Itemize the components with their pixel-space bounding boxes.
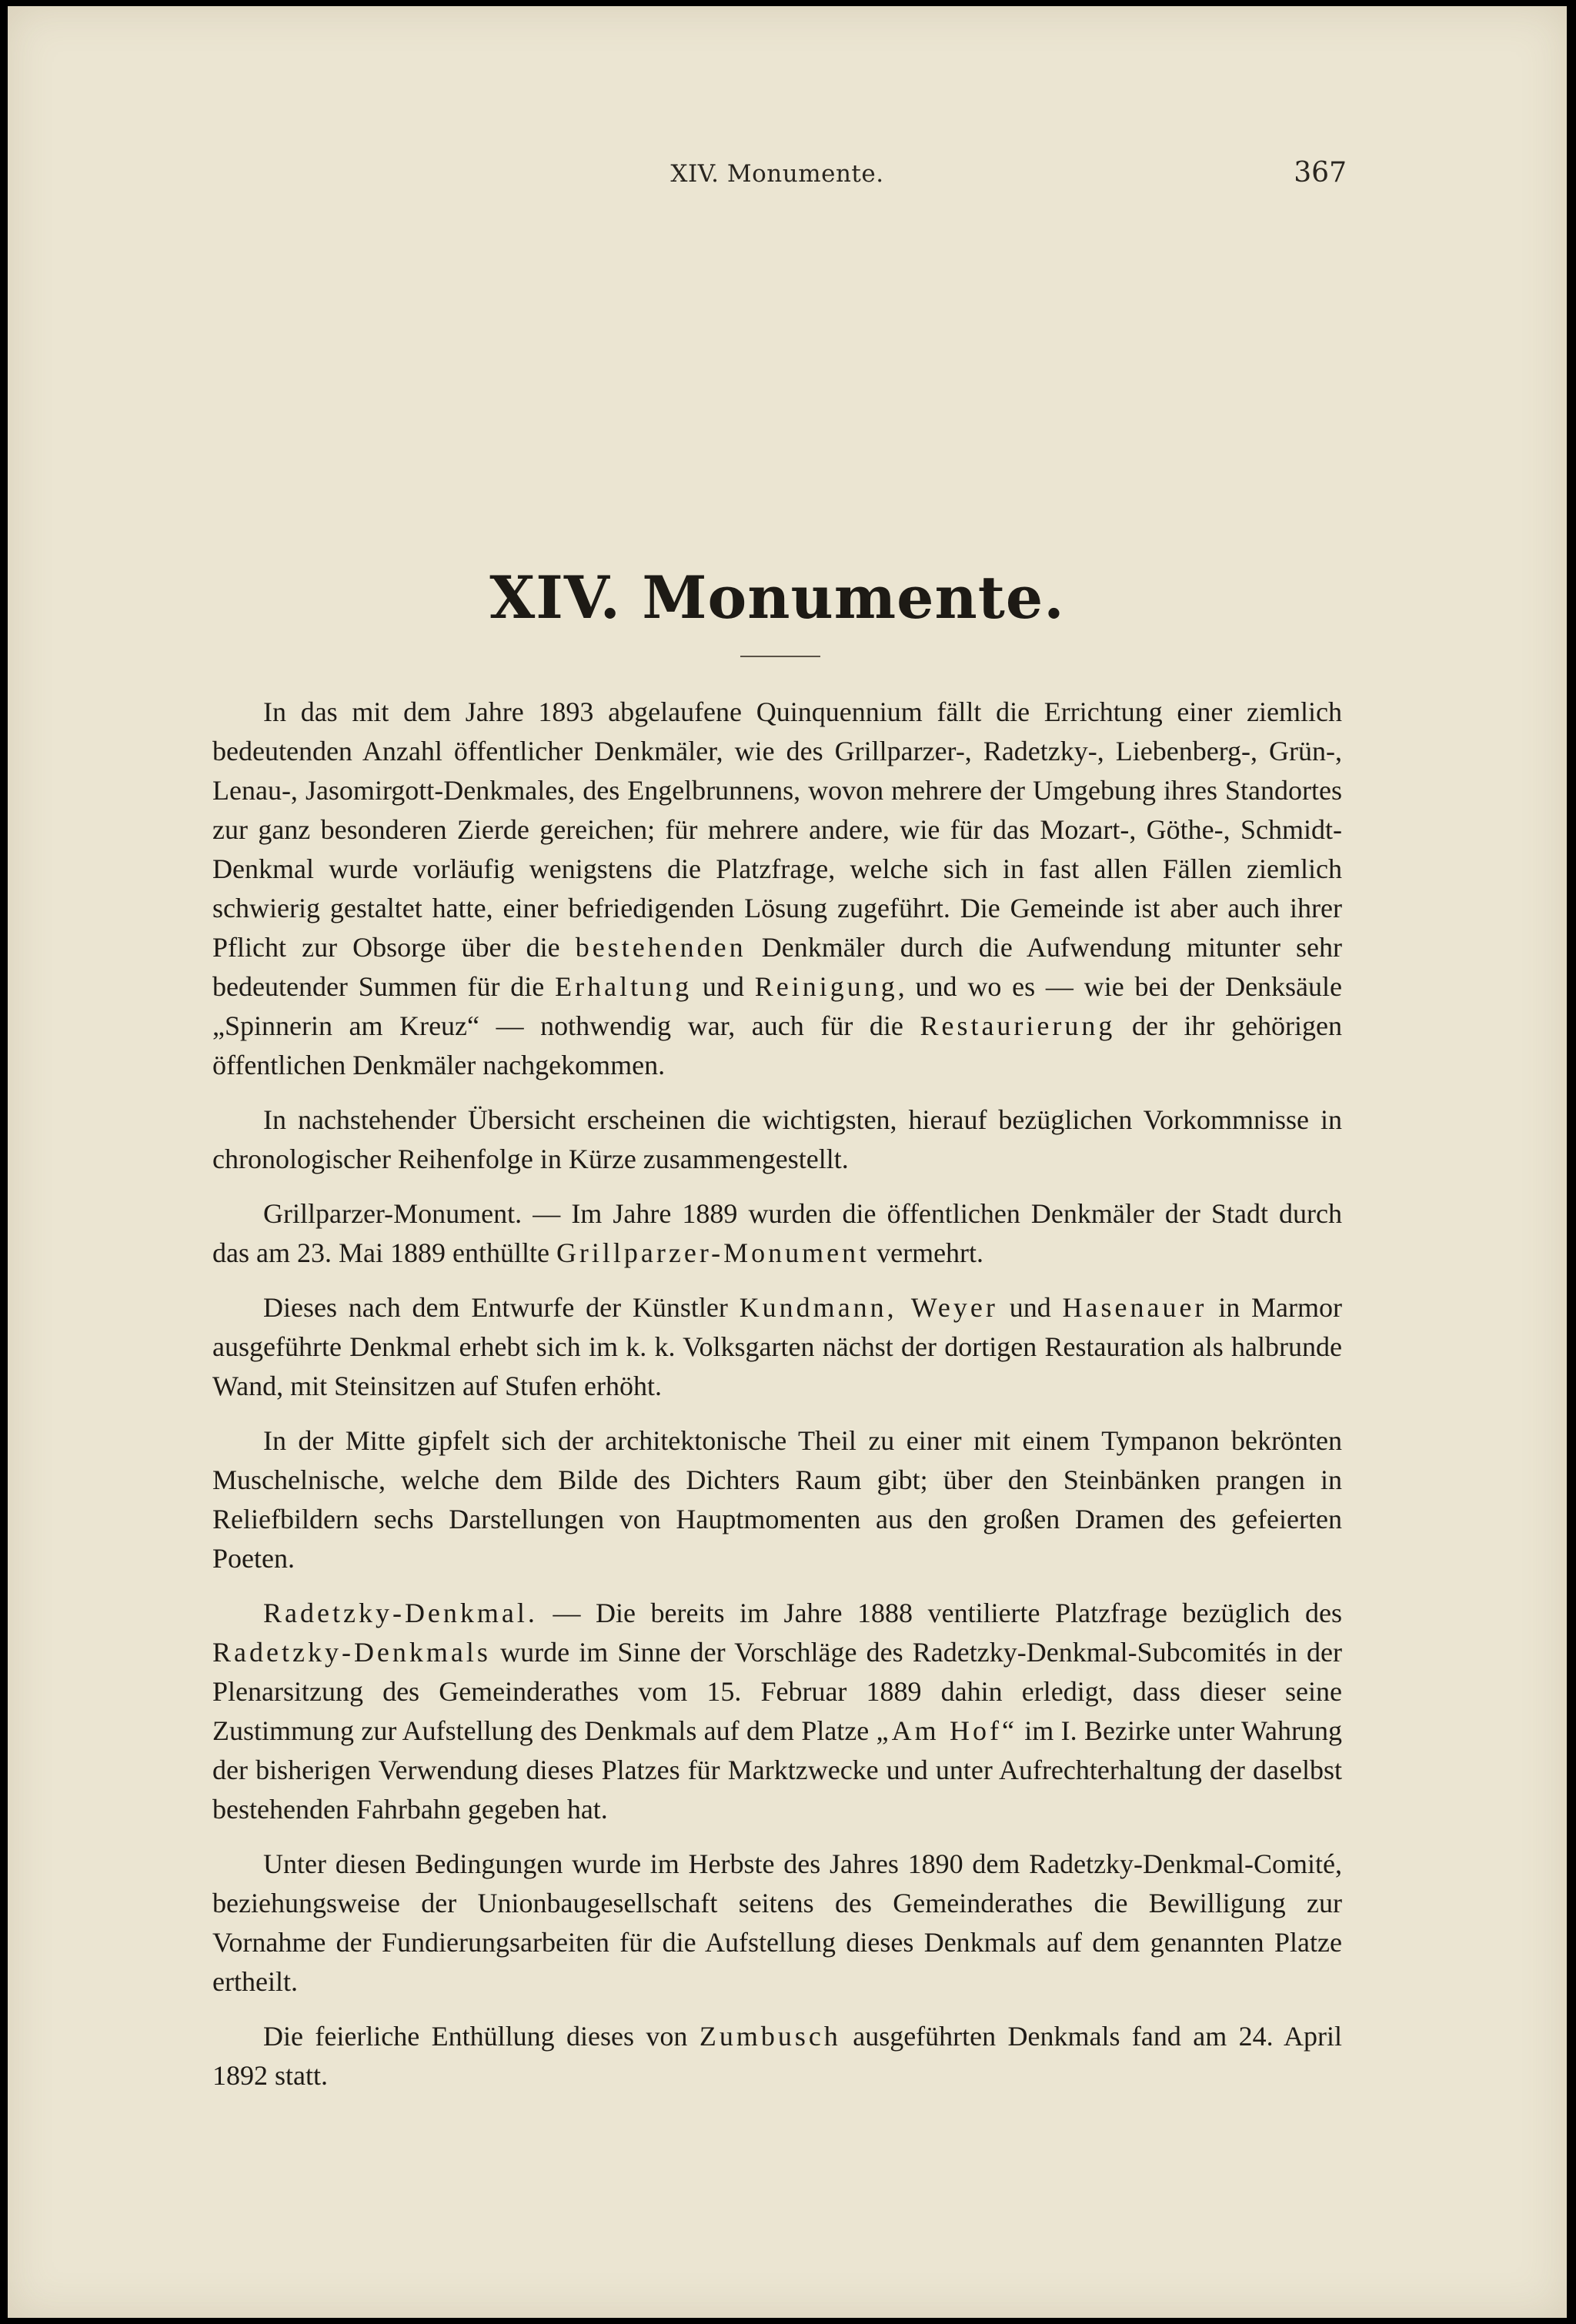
running-head [208,157,1347,199]
paragraph-overview: In nachstehender Übersicht erscheinen die wichtigsten, hierauf bezüglichen Vorkommnisse in chronologischer Reihenfolge in Kürze zusammengestellt. [212,1104,1342,1174]
paragraph-grillparzer-design: Dieses nach dem Entwurfe der Künstler Kundmann, Weyer und Hasenauer in Marmor ausgeführte Denkmal erhebt sich im k. k. Volksgarten nächst der dortigen Restauration als halbrunde Wand, mit Steinsitzen auf Stufen erhöht. [212,1292,1343,1401]
paragraph-grillparzer: Grillparzer-Monument. — Im Jahre 1889 wurden die öffentlichen Denkmäler der Stadt durch das am 23. Mai 1889 enthüllte Grillparzer-Monument vermehrt. [212,1198,1342,1268]
paragraph-grillparzer-niche: In der Mitte gipfelt sich der architektonische Theil zu einer mit einem Tympanon bekrönten Muschelnische, welche dem Bilde des Dichters Raum gibt; über den Steinbänken prangen in Reliefbildern sechs Darstellungen von Hauptmomenten aus den großen Dramen des gefeierten Poeten. [212,1425,1342,1574]
title-divider [740,656,820,657]
paragraph-intro: In das mit dem Jahre 1893 abgelaufene Quinquennium fällt die Errichtung einer ziemlich bedeutenden Anzahl öffentlicher Denkmäler, wie des Grillparzer-, Radetzky-, Liebenberg-, Grün-, Lenau-, Jasomirgott-Denkmales, des Engelbrunnens, wovon mehrere der Umgebung ihres Standortes zur ganz besonderen Zierde gereichen; für mehrere andere, wie für das Mozart-, Göthe-, Schmidt-Denkmal wurde vorläufig wenigstens die Platzfrage, welche sich in fast allen Fällen ziemlich schwierig gestaltet hatte, einer befriedigenden Lösung zugeführt. Die Gemeinde ist aber auch ihrer Pflicht zur Obsorge über die bestehenden Denkmäler durch die Aufwendung mitunter sehr bedeutender Summen für die Erhaltung und Reinigung, und wo es — wie bei der Denksäule „Spinnerin am Kreuz“ — nothwendig war, auch für die Restaurierung der ihr gehörigen öffentlichen Denkmäler nachgekommen. [212,696,1343,1080]
page-number: 367 [1294,157,1347,189]
body-text [212,693,1342,2111]
chapter-title: XIV. Monumente. [489,563,1065,632]
running-head-title: XIV. Monumente. [670,160,884,188]
paragraph-radetzky-unveiling: Die feierliche Enthüllung dieses von Zumbusch ausgeführten Denkmals fand am 24. April 1892 statt. [212,2021,1343,2091]
section-head-radetzky: Radetzky-Denkmal. [263,1598,538,1628]
paragraph-radetzky: Radetzky-Denkmal. — Die bereits im Jahre 1888 ventilierte Platzfrage bezüglich des Radetzky-Denkmals wurde im Sinne der Vorschläge des Radetzky-Denkmal-Subcomités in der Plenarsitzung des Gemeinderathes vom 15. Februar 1889 dahin erledigt, dass dieser seine Zustimmung zur Aufstellung des Denkmals auf dem Platze „Am Hof“ im I. Bezirke unter Wahrung der bisherigen Verwendung dieses Platzes für Marktzwecke und unter Aufrechterhaltung der daselbst bestehenden Fahrbahn gegeben hat. [212,1598,1343,1825]
paragraph-radetzky-permit: Unter diesen Bedingungen wurde im Herbste des Jahres 1890 dem Radetzky-Denkmal-Comité, beziehungsweise der Unionbaugesellschaft seitens des Gemeinderathes die Bewilligung zur Vornahme der Fundierungsarbeiten für die Aufstellung dieses Denkmals auf dem genannten Platze ertheilt. [212,1848,1342,1997]
section-head-grillparzer: Grillparzer-Monument. [263,1198,523,1229]
